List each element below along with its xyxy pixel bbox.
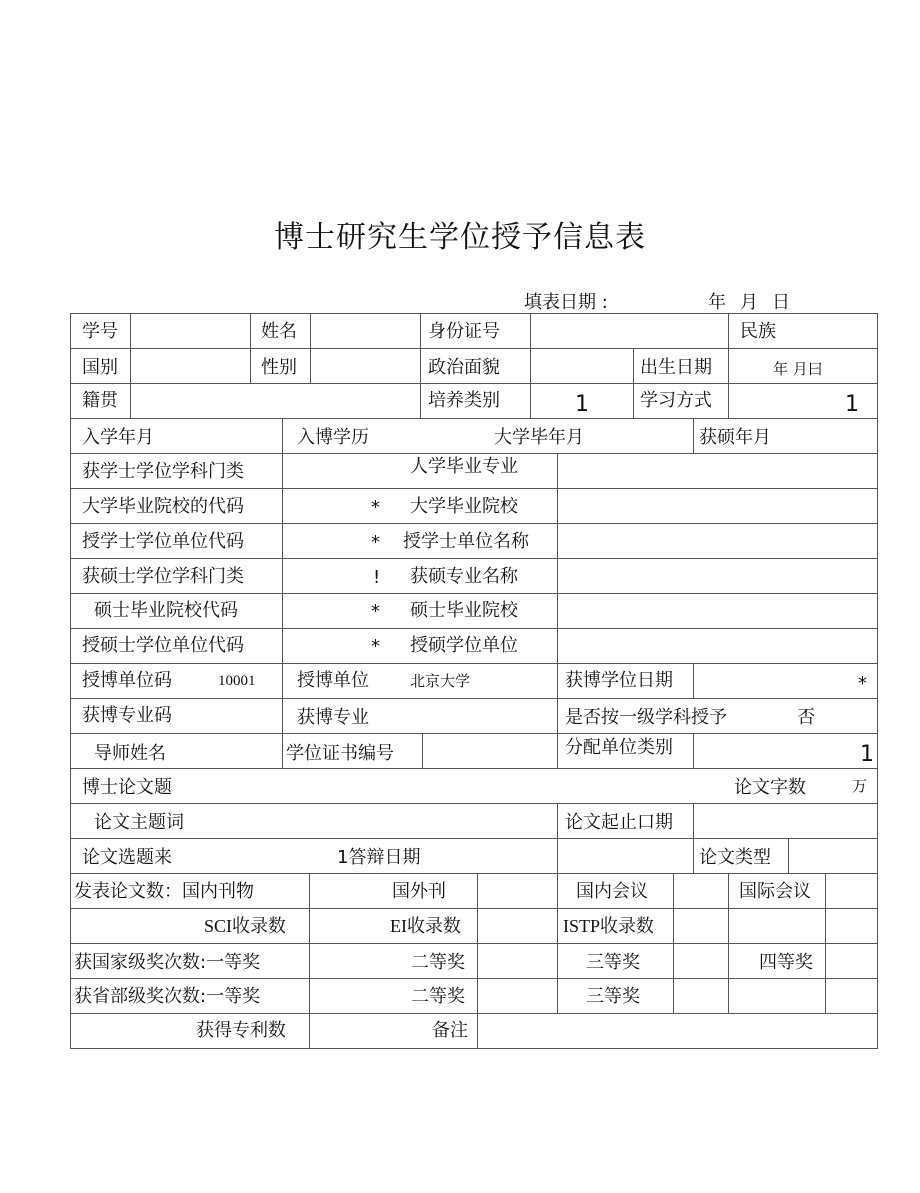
asterisk-mark: * — [371, 601, 380, 622]
label-bachelor-school-code: 大学毕业院校的代码 — [82, 496, 244, 517]
label-ei-count: EI收录数 — [390, 916, 461, 936]
label-master-grantor: 授硕学位单位 — [410, 635, 518, 656]
fill-date-year: 年 — [708, 292, 726, 313]
label-master-school-code: 硕士毕业院校代码 — [94, 600, 238, 621]
label-entry-date: 入学年月 — [82, 427, 154, 448]
label-provincial-awards: 获省部级奖次数:一等奖 — [74, 986, 261, 1007]
label-bachelor-grad-date: 大学毕年月 — [494, 427, 584, 448]
label-national-awards: 获国家级奖次数:一等奖 — [74, 952, 261, 973]
label-papers-foreign: 国外刊 — [392, 881, 446, 902]
label-id-number: 身份证号 — [428, 321, 500, 342]
label-bachelor-major: 人学毕业专业 — [410, 456, 518, 477]
label-gender: 性别 — [261, 357, 297, 378]
label-entry-education: 入博学历 — [297, 427, 369, 448]
label-defense-date: 1答辩日期 — [337, 847, 421, 868]
asterisk-mark: * — [858, 673, 867, 694]
exclamation-mark: ! — [373, 567, 381, 588]
label-bachelor-school: 大学毕业院校 — [410, 496, 518, 517]
label-thesis-title: 博士论文题 — [82, 777, 172, 798]
label-cert-number: 学位证书编号 — [286, 743, 394, 764]
label-phd-unit: 授博单位 — [297, 670, 369, 691]
study-mode-value: 1 — [845, 392, 859, 417]
label-national-second: 二等奖 — [411, 952, 465, 973]
fill-date-month: 月 — [740, 292, 758, 313]
label-thesis-type: 论文类型 — [699, 847, 771, 868]
label-keywords: 论文主题词 — [94, 812, 184, 833]
label-master-field: 获硕士学位学科门类 — [82, 566, 244, 587]
phd-unit-value: 北京大学 — [410, 672, 471, 690]
label-topic-source: 论文选题来 — [82, 847, 172, 868]
label-bachelor-field: 获学士学位学科门类 — [82, 461, 244, 482]
document-title: 博士研究生学位授予信息表 — [274, 220, 646, 255]
info-table — [70, 313, 878, 1049]
label-first-level-discipline: 是否按一级学科授予 — [565, 707, 727, 728]
asterisk-mark: * — [371, 497, 380, 518]
label-ethnicity: 民族 — [740, 321, 776, 342]
label-national-third: 三等奖 — [586, 952, 640, 973]
table-grid-lines — [70, 313, 878, 1049]
first-level-value: 否 — [797, 707, 815, 728]
label-master-major: 获硕专业名称 — [410, 566, 518, 587]
label-sci-count: SCI收录数 — [204, 916, 287, 936]
label-study-mode: 学习方式 — [640, 390, 712, 411]
fill-date-label: 填表日期 : — [524, 292, 608, 313]
label-political-status: 政治面貌 — [428, 357, 500, 378]
birth-date-value: 年 月曰 — [773, 360, 823, 378]
label-provincial-second: 二等奖 — [411, 986, 465, 1007]
label-master-grantor-code: 授硕士学位单位代码 — [82, 635, 244, 656]
label-birth-date: 出生日期 — [640, 357, 712, 378]
label-patents: 获得专利数 — [196, 1020, 286, 1041]
label-bachelor-grantor: 授学士单位名称 — [403, 531, 529, 552]
label-nationality: 国别 — [82, 357, 118, 378]
asterisk-mark: * — [371, 636, 380, 657]
asterisk-mark: * — [371, 532, 380, 553]
label-thesis-period: 论文起止口期 — [565, 812, 673, 833]
label-provincial-third: 三等奖 — [586, 986, 640, 1007]
label-bachelor-grantor-code: 授学士学位单位代码 — [82, 531, 244, 552]
label-master-date: 获硕年月 — [699, 427, 771, 448]
label-training-type: 培养类别 — [428, 390, 500, 411]
assign-type-value: 1 — [860, 742, 874, 767]
label-phd-date: 获博学位日期 — [565, 670, 673, 691]
label-intl-conference: 国际会议 — [739, 881, 811, 902]
label-word-count: 论文字数 — [734, 777, 806, 798]
label-remarks: 备注 — [432, 1020, 468, 1041]
label-student-id: 学号 — [82, 321, 118, 342]
label-istp-count: ISTP收录数 — [563, 916, 655, 936]
label-phd-major: 获博专业 — [297, 707, 369, 728]
label-advisor: 导师姓名 — [94, 743, 166, 764]
fill-date-day: 日 — [772, 292, 790, 313]
label-assign-type: 分配单位类别 — [565, 737, 673, 758]
label-native-place: 籍贯 — [82, 390, 118, 411]
label-phd-unit-code: 授博单位码 — [82, 670, 172, 691]
label-papers-domestic: 发表论文数：国内刊物 — [74, 881, 254, 902]
label-master-school: 硕士毕业院校 — [410, 600, 518, 621]
label-phd-major-code: 获博专业码 — [82, 705, 172, 726]
label-name: 姓名 — [261, 321, 297, 342]
word-count-unit: 万 — [852, 777, 868, 795]
phd-unit-code-value: 10001 — [218, 673, 256, 689]
training-type-value: 1 — [575, 392, 589, 417]
label-national-fourth: 四等奖 — [759, 952, 813, 973]
label-domestic-conference: 国内会议 — [576, 881, 648, 902]
